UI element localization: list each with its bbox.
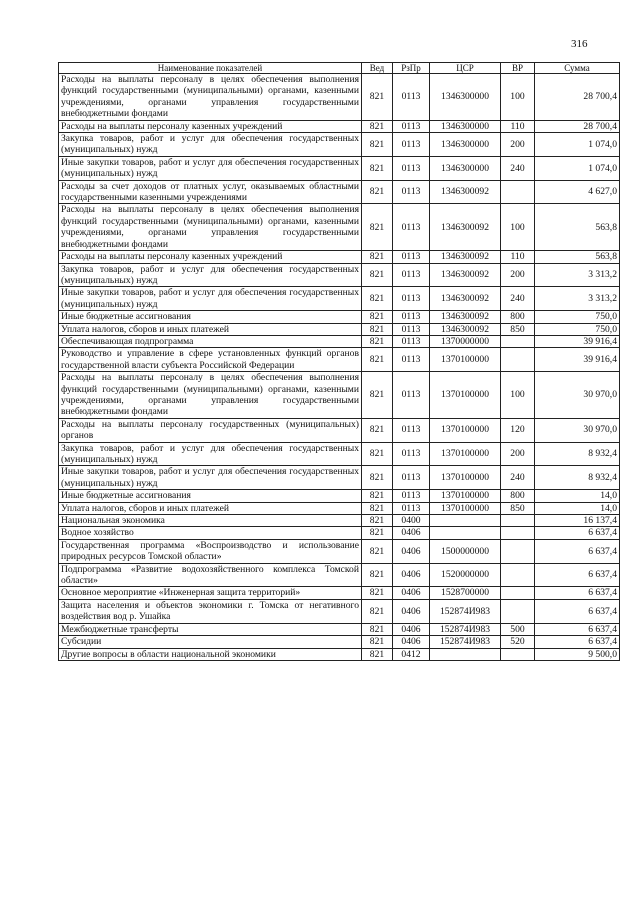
cell-csr: 1370100000: [430, 466, 501, 490]
cell-ved: 821: [362, 636, 393, 648]
table-row: [59, 180, 620, 204]
table-row: [59, 490, 620, 502]
cell-ved: 821: [362, 263, 393, 287]
cell-vr: [501, 515, 535, 527]
table-row: [59, 442, 620, 466]
cell-rzpr: 0113: [393, 311, 430, 323]
cell-ved: 821: [362, 251, 393, 263]
table-row: [59, 287, 620, 311]
cell-rzpr: 0113: [393, 287, 430, 311]
cell-name: Иные бюджетные ассигнования: [59, 490, 362, 502]
cell-rzpr: 0406: [393, 587, 430, 599]
cell-name: Руководство и управление в сфере установленных функций органов государственной власти субъекта Российской Федерации: [59, 348, 362, 372]
cell-rzpr: 0113: [393, 372, 430, 419]
cell-name: Расходы на выплаты персоналу в целях обеспечения выполнения функций государственными (муниципальными) органами, казенными учреждениями, органами управления государственными внебюджетными фондами: [59, 372, 362, 419]
cell-name: Водное хозяйство: [59, 527, 362, 539]
cell-csr: 1346300000: [430, 156, 501, 180]
cell-vr: [501, 180, 535, 204]
header-sum: Сумма: [535, 63, 620, 74]
table-row: [59, 587, 620, 599]
table-row: [59, 563, 620, 587]
cell-ved: 821: [362, 335, 393, 347]
cell-name: Уплата налогов, сборов и иных платежей: [59, 323, 362, 335]
cell-csr: 1346300000: [430, 74, 501, 121]
cell-rzpr: 0113: [393, 466, 430, 490]
cell-csr: 1520000000: [430, 563, 501, 587]
cell-rzpr: 0406: [393, 636, 430, 648]
table-row: [59, 204, 620, 251]
cell-csr: 1370100000: [430, 348, 501, 372]
cell-ved: 821: [362, 563, 393, 587]
cell-rzpr: 0406: [393, 527, 430, 539]
cell-vr: 110: [501, 251, 535, 263]
cell-sum: 30 970,0: [535, 418, 620, 442]
table-row: [59, 527, 620, 539]
cell-rzpr: 0113: [393, 74, 430, 121]
cell-vr: 240: [501, 287, 535, 311]
table-row: [59, 636, 620, 648]
cell-name: Межбюджетные трансферты: [59, 623, 362, 635]
table-row: [59, 133, 620, 157]
cell-rzpr: 0113: [393, 156, 430, 180]
cell-vr: [501, 587, 535, 599]
cell-sum: 39 916,4: [535, 335, 620, 347]
cell-rzpr: 0113: [393, 490, 430, 502]
cell-sum: 750,0: [535, 323, 620, 335]
table-row: [59, 648, 620, 660]
cell-rzpr: 0113: [393, 133, 430, 157]
cell-sum: 6 637,4: [535, 587, 620, 599]
header-rzpr: РзПр: [393, 63, 430, 74]
cell-name: Расходы на выплаты персоналу в целях обеспечения выполнения функций государственными (муниципальными) органами, казенными учреждениями, органами управления государственными внебюджетными фондами: [59, 204, 362, 251]
cell-vr: 800: [501, 311, 535, 323]
cell-vr: 850: [501, 502, 535, 514]
cell-sum: 6 637,4: [535, 527, 620, 539]
cell-sum: 6 637,4: [535, 539, 620, 563]
table-row: [59, 156, 620, 180]
cell-csr: [430, 648, 501, 660]
cell-sum: 3 313,2: [535, 287, 620, 311]
cell-csr: 1346300092: [430, 311, 501, 323]
cell-vr: 240: [501, 156, 535, 180]
cell-sum: 8 932,4: [535, 442, 620, 466]
cell-rzpr: 0113: [393, 348, 430, 372]
cell-vr: 100: [501, 74, 535, 121]
cell-csr: 1346300092: [430, 204, 501, 251]
table-row: [59, 74, 620, 121]
cell-sum: 4 627,0: [535, 180, 620, 204]
cell-name: Расходы за счет доходов от платных услуг, оказываемых областными государственными казенными учреждениями: [59, 180, 362, 204]
cell-csr: 1346300000: [430, 133, 501, 157]
cell-vr: 200: [501, 442, 535, 466]
cell-vr: [501, 599, 535, 623]
cell-sum: 1 074,0: [535, 156, 620, 180]
table-row: [59, 502, 620, 514]
cell-name: Закупка товаров, работ и услуг для обеспечения государственных (муниципальных) нужд: [59, 133, 362, 157]
table-row: [59, 335, 620, 347]
cell-sum: 6 637,4: [535, 636, 620, 648]
table-row: [59, 466, 620, 490]
cell-csr: 1370100000: [430, 490, 501, 502]
cell-ved: 821: [362, 287, 393, 311]
cell-vr: 100: [501, 204, 535, 251]
budget-table: [58, 62, 620, 661]
header-vr: ВР: [501, 63, 535, 74]
cell-rzpr: 0113: [393, 120, 430, 132]
cell-rzpr: 0113: [393, 418, 430, 442]
cell-name: Обеспечивающая подпрограмма: [59, 335, 362, 347]
cell-ved: 821: [362, 323, 393, 335]
cell-rzpr: 0113: [393, 442, 430, 466]
cell-ved: 821: [362, 587, 393, 599]
cell-vr: 520: [501, 636, 535, 648]
cell-sum: 39 916,4: [535, 348, 620, 372]
cell-ved: 821: [362, 156, 393, 180]
cell-sum: 14,0: [535, 502, 620, 514]
cell-vr: 200: [501, 133, 535, 157]
cell-ved: 821: [362, 180, 393, 204]
cell-vr: [501, 563, 535, 587]
cell-csr: 1370100000: [430, 372, 501, 419]
cell-rzpr: 0113: [393, 180, 430, 204]
cell-ved: 821: [362, 204, 393, 251]
table-row: [59, 251, 620, 263]
cell-name: Уплата налогов, сборов и иных платежей: [59, 502, 362, 514]
cell-name: Национальная экономика: [59, 515, 362, 527]
cell-ved: 821: [362, 490, 393, 502]
cell-vr: [501, 527, 535, 539]
cell-ved: 821: [362, 466, 393, 490]
cell-name: Подпрограмма «Развитие водохозяйственного комплекса Томской области»: [59, 563, 362, 587]
cell-ved: 821: [362, 133, 393, 157]
cell-name: Расходы на выплаты персоналу казенных учреждений: [59, 120, 362, 132]
cell-sum: 6 637,4: [535, 599, 620, 623]
cell-csr: 1346300092: [430, 251, 501, 263]
cell-ved: 821: [362, 648, 393, 660]
cell-name: Государственная программа «Воспроизводство и использование природных ресурсов Томской области»: [59, 539, 362, 563]
cell-rzpr: 0412: [393, 648, 430, 660]
table-body: [59, 74, 620, 661]
cell-rzpr: 0406: [393, 599, 430, 623]
cell-ved: 821: [362, 442, 393, 466]
table-row: [59, 348, 620, 372]
cell-name: Закупка товаров, работ и услуг для обеспечения государственных (муниципальных) нужд: [59, 263, 362, 287]
cell-rzpr: 0400: [393, 515, 430, 527]
cell-rzpr: 0406: [393, 623, 430, 635]
cell-ved: 821: [362, 502, 393, 514]
cell-sum: 563,8: [535, 251, 620, 263]
cell-sum: 9 500,0: [535, 648, 620, 660]
cell-sum: 28 700,4: [535, 120, 620, 132]
cell-vr: 200: [501, 263, 535, 287]
cell-csr: 1370000000: [430, 335, 501, 347]
cell-ved: 821: [362, 623, 393, 635]
cell-name: Субсидии: [59, 636, 362, 648]
cell-vr: [501, 648, 535, 660]
table-row: [59, 599, 620, 623]
cell-csr: 1370100000: [430, 418, 501, 442]
cell-rzpr: 0113: [393, 204, 430, 251]
table-header-row: [59, 63, 620, 74]
cell-name: Иные бюджетные ассигнования: [59, 311, 362, 323]
cell-csr: 152874И983: [430, 636, 501, 648]
cell-rzpr: 0113: [393, 502, 430, 514]
cell-name: Иные закупки товаров, работ и услуг для обеспечения государственных (муниципальных) нужд: [59, 466, 362, 490]
cell-sum: 8 932,4: [535, 466, 620, 490]
header-name: Наименование показателей: [59, 63, 362, 74]
cell-name: Иные закупки товаров, работ и услуг для обеспечения государственных (муниципальных) нужд: [59, 156, 362, 180]
cell-vr: [501, 348, 535, 372]
cell-vr: 850: [501, 323, 535, 335]
cell-ved: 821: [362, 539, 393, 563]
cell-rzpr: 0113: [393, 251, 430, 263]
cell-csr: 1370100000: [430, 502, 501, 514]
cell-name: Защита населения и объектов экономики г. Томска от негативного воздействия вод р. Ушайка: [59, 599, 362, 623]
cell-name: Другие вопросы в области национальной экономики: [59, 648, 362, 660]
table-row: [59, 539, 620, 563]
cell-csr: 1346300092: [430, 287, 501, 311]
cell-ved: 821: [362, 527, 393, 539]
table-row: [59, 323, 620, 335]
cell-vr: 120: [501, 418, 535, 442]
table-row: [59, 372, 620, 419]
cell-sum: 750,0: [535, 311, 620, 323]
cell-name: Иные закупки товаров, работ и услуг для обеспечения государственных (муниципальных) нужд: [59, 287, 362, 311]
cell-csr: 152874И983: [430, 623, 501, 635]
cell-vr: [501, 539, 535, 563]
cell-name: Закупка товаров, работ и услуг для обеспечения государственных (муниципальных) нужд: [59, 442, 362, 466]
cell-csr: 1346300092: [430, 180, 501, 204]
cell-csr: [430, 527, 501, 539]
cell-vr: 100: [501, 372, 535, 419]
cell-sum: 30 970,0: [535, 372, 620, 419]
cell-ved: 821: [362, 599, 393, 623]
cell-ved: 821: [362, 348, 393, 372]
cell-csr: 1500000000: [430, 539, 501, 563]
cell-sum: 6 637,4: [535, 563, 620, 587]
cell-sum: 1 074,0: [535, 133, 620, 157]
cell-name: Расходы на выплаты персоналу казенных учреждений: [59, 251, 362, 263]
table-row: [59, 311, 620, 323]
cell-name: Основное мероприятие «Инженерная защита территорий»: [59, 587, 362, 599]
cell-csr: 152874И983: [430, 599, 501, 623]
cell-rzpr: 0113: [393, 335, 430, 347]
cell-sum: 563,8: [535, 204, 620, 251]
cell-csr: 1346300000: [430, 120, 501, 132]
cell-rzpr: 0406: [393, 539, 430, 563]
cell-vr: 500: [501, 623, 535, 635]
cell-csr: 1528700000: [430, 587, 501, 599]
cell-ved: 821: [362, 74, 393, 121]
header-ved: Вед: [362, 63, 393, 74]
table-row: [59, 263, 620, 287]
page-number: 316: [571, 38, 588, 50]
cell-rzpr: 0113: [393, 263, 430, 287]
table-row: [59, 418, 620, 442]
cell-sum: 14,0: [535, 490, 620, 502]
cell-ved: 821: [362, 515, 393, 527]
cell-csr: 1346300092: [430, 263, 501, 287]
cell-sum: 16 137,4: [535, 515, 620, 527]
cell-name: Расходы на выплаты персоналу в целях обеспечения выполнения функций государственными (муниципальными) органами, казенными учреждениями, органами управления государственными внебюджетными фондами: [59, 74, 362, 121]
cell-name: Расходы на выплаты персоналу государственных (муниципальных) органов: [59, 418, 362, 442]
table-row: [59, 120, 620, 132]
cell-ved: 821: [362, 372, 393, 419]
cell-csr: 1370100000: [430, 442, 501, 466]
cell-ved: 821: [362, 120, 393, 132]
cell-csr: 1346300092: [430, 323, 501, 335]
cell-vr: [501, 335, 535, 347]
cell-rzpr: 0406: [393, 563, 430, 587]
cell-rzpr: 0113: [393, 323, 430, 335]
table-row: [59, 515, 620, 527]
cell-ved: 821: [362, 311, 393, 323]
cell-vr: 110: [501, 120, 535, 132]
header-csr: ЦСР: [430, 63, 501, 74]
cell-sum: 6 637,4: [535, 623, 620, 635]
cell-ved: 821: [362, 418, 393, 442]
cell-sum: 28 700,4: [535, 74, 620, 121]
cell-sum: 3 313,2: [535, 263, 620, 287]
cell-vr: 800: [501, 490, 535, 502]
cell-vr: 240: [501, 466, 535, 490]
cell-csr: [430, 515, 501, 527]
table-row: [59, 623, 620, 635]
